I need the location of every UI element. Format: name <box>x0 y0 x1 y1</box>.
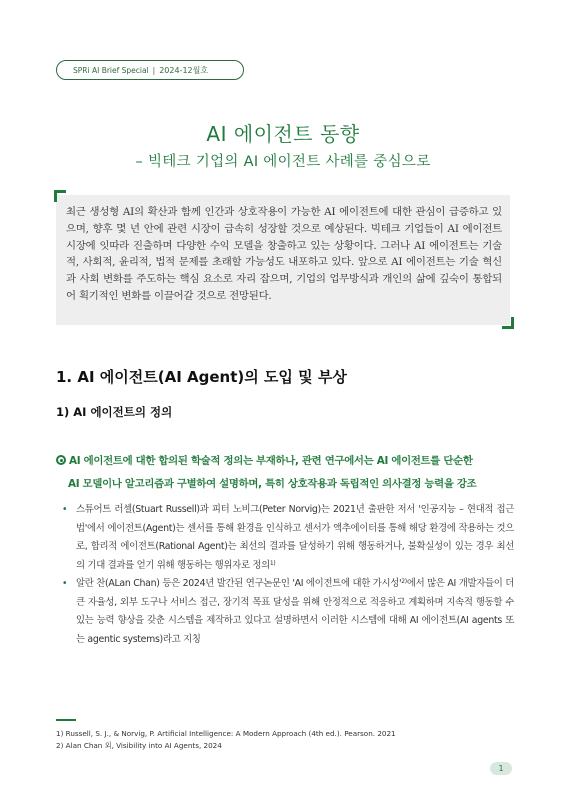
footnote-1: 1) Russell, S. J., & Norvig, P. Artificial Intelligence: A Modern Approach (4th ed.). Pearson. 2021 <box>56 729 396 738</box>
key-point-line-2: AI 모델이나 알고리즘과 구별하여 설명하며, 특히 상호작용과 독립적인 의사결정 능력을 강조 <box>68 478 477 490</box>
list-item <box>62 575 514 649</box>
footnote-divider <box>56 719 76 721</box>
bullet-list <box>62 501 514 649</box>
summary-text: 최근 생성형 AI의 확산과 함께 인간과 상호작용이 가능한 AI 에이전트에 대한 관심이 급증하고 있으며, 향후 몇 년 안에 관련 시장이 급속히 성장할 것으로 예상된다. 빅테크 기업들이 AI 에이전트 시장에 잇따라 진출하며 다양한 수익 모델을 창출하고 있는 상황이다. 그러나 AI 에이전트는 기술적, 사회적, 윤리적, 법적 문제를 초래할 가능성도 내포하고 있다. 앞으로 AI 에이전트는 기술 혁신과 사회 변화를 주도하는 핵심 요소로 자리 잡으며, 기업의 업무방식과 개인의 삶에 깊숙이 통합되어 획기적인 변화를 이끌어갈 것으로 전망된다. <box>66 206 502 302</box>
bullet-text-continued: 에서 많은 AI 개발자들이 더 큰 자율성, 외부 도구나 서비스 접근, 장기적 목표 달성을 위해 안정적으로 적응하고 계획하며 지속적 행동할 수 있는 능력 향상을 갖춘 시스템을 제작하고 있다고 설명하면서 이러한 시스템에 대해 AI 에이전트(AI agents 또는 agentic systems)라고 지칭 <box>76 578 514 645</box>
key-point-circle-icon <box>56 455 66 465</box>
publication-name: SPRi AI Brief Special <box>73 65 149 75</box>
subsection-heading: 1) AI 에이전트의 정의 <box>56 405 173 419</box>
corner-bracket-top-left-icon <box>54 190 66 202</box>
page-title: AI 에이전트 동향 <box>206 122 360 146</box>
page-subtitle: – 빅테크 기업의 AI 에이전트 사례를 중심으로 <box>135 154 431 170</box>
issue-label: 2024-12월호 <box>159 65 209 75</box>
footnote-ref: 1) <box>269 559 276 567</box>
bullet-dot-icon: • <box>62 504 68 515</box>
publication-header-badge <box>56 60 244 80</box>
bullet-dot-icon: • <box>62 578 68 589</box>
key-point-line-1: AI 에이전트에 대한 합의된 학술적 정의는 부재하나, 관련 연구에서는 AI 에이전트를 단순한 <box>69 455 473 467</box>
corner-bracket-bottom-right-icon <box>502 317 514 329</box>
footnote-2: 2) Alan Chan 외, Visibility into AI Agents, 2024 <box>56 740 222 750</box>
key-point <box>56 450 516 496</box>
header-separator: | <box>152 65 156 75</box>
footnote-ref: 2) <box>401 578 407 585</box>
bullet-text: 스튜어트 러셀(Stuart Russell)과 피터 노비그(Peter Norvig)는 2021년 출판한 저서 '인공지능 – 현대적 접근법'에서 에이전트(Agent)는 센서를 통해 환경을 인식하고 센서가 액추에이터를 통해 해당 환경에 작용하는 것으로, 합리적 에이전트(Rational Agent)는 최선의 결과를 달성하기 위해 행동하거나, 불확실성이 있는 경우 최선의 기대 결과를 얻기 위해 행동하는 행위자로 정의 <box>76 504 514 571</box>
bullet-text: 알란 찬(ALan Chan) 등은 2024년 발간된 연구논문인 'AI 에이전트에 대한 가시성' <box>76 578 402 589</box>
footnotes <box>56 728 396 751</box>
page-number: 1 <box>490 762 512 775</box>
section-heading: 1. AI 에이전트(AI Agent)의 도입 및 부상 <box>56 368 347 386</box>
list-item <box>62 501 514 575</box>
